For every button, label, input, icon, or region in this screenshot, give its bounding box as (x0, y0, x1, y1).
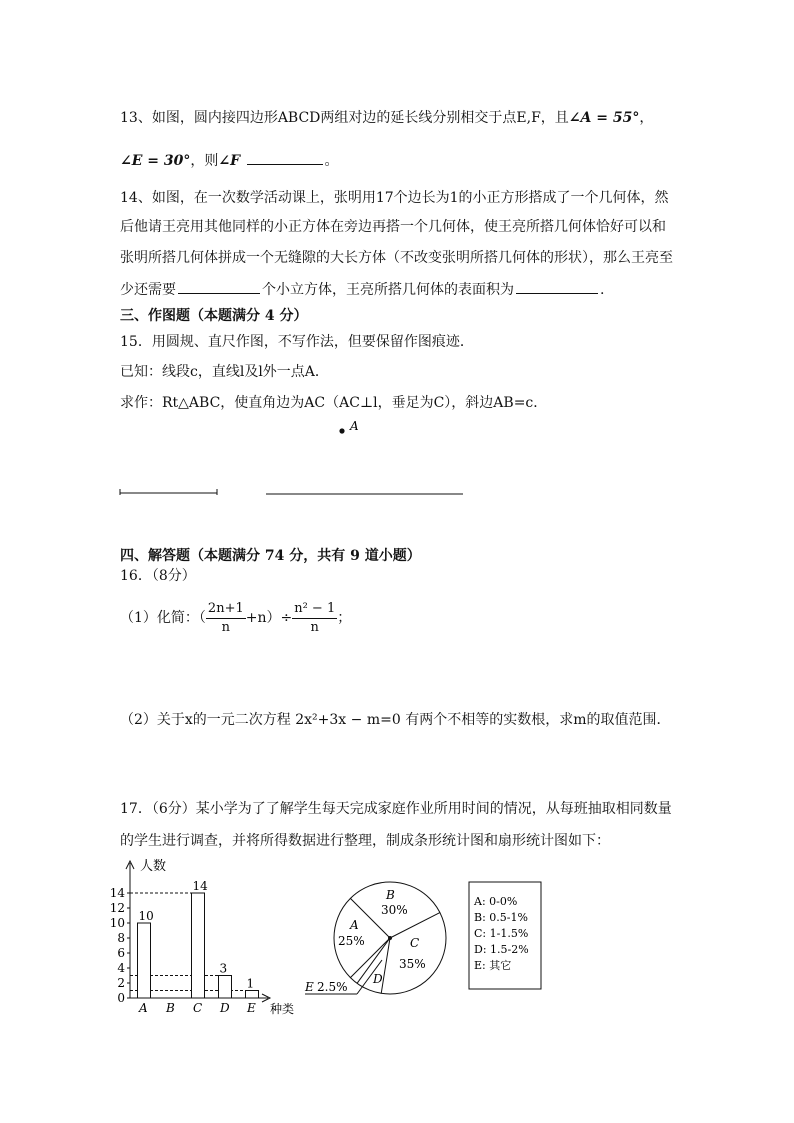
bar-marks (138, 879, 259, 1015)
q16-score: 16．（8分） (120, 568, 196, 584)
bar-y-label: 人数 (140, 859, 167, 874)
legend-item-d: D: 1.5-2% (474, 943, 529, 956)
q16-plus-n: +n）÷ (245, 610, 293, 626)
bar-a (138, 923, 151, 998)
bar-y-ticks (110, 886, 130, 1005)
pie-pct-e: 2.5% (317, 980, 348, 994)
q14-text-c: . (600, 282, 605, 298)
q13-angle-f: ∠F (218, 153, 241, 169)
q14-answer-blank-1[interactable] (178, 279, 260, 294)
bar-y-tick-label: 10 (110, 916, 125, 930)
q16-f2-den: n (310, 619, 319, 635)
q13-text: 13、如图，圆内接四边形ABCD两组对边的延长线分别相交于点E,F，且 (120, 110, 569, 126)
point-a-label: A (350, 419, 359, 433)
bar-y-tick-label: 12 (110, 901, 125, 915)
q14-answer-blank-2[interactable] (516, 279, 598, 294)
q16-part2: （2）关于x的一元二次方程 2x²+3x − m=0 有两个不相等的实数根，求m的取值范围． (120, 712, 671, 728)
q16-fraction-1 (206, 600, 246, 637)
q17-line2: 的学生进行调查，并将所得数据进行整理，制成条形统计图和扇形统计图如下： (120, 833, 610, 849)
bar-category-label-c: C (193, 1001, 203, 1015)
legend-item-a: A: 0-0% (474, 895, 518, 908)
q16-f2-num: n² − 1 (292, 600, 337, 619)
q16-part1-label: （1）化简： (120, 610, 199, 626)
q14-text-a: 少还需要 (120, 282, 176, 298)
q15-line2: 已知：线段c，直线l及l外一点A． (120, 364, 329, 380)
pie-pct-c: 35% (399, 957, 426, 971)
bar-category-label-a: A (139, 1001, 148, 1015)
q15-figure (110, 418, 490, 508)
q16-part1 (120, 598, 351, 638)
bar-y-tick-label: 4 (117, 961, 125, 975)
q16-f1-num: 2n+1 (206, 600, 246, 619)
bar-y-tick-label: 14 (110, 886, 125, 900)
bar-y-tick-label: 0 (117, 991, 125, 1005)
legend-item-e: E: 其它 (474, 959, 512, 972)
pie-label-d: D (373, 972, 383, 986)
q17-line1: 17．（6分）某小学为了了解学生每天完成家庭作业所用时间的情况，从每班抽取相同数量 (120, 801, 672, 817)
bar-category-label-e: E (247, 1001, 256, 1015)
pie-legend (466, 880, 546, 992)
q13-line2 (120, 150, 339, 171)
bar-category-label-b: B (166, 1001, 175, 1015)
bar-y-tick-label: 8 (117, 931, 125, 945)
q14-text-b: 个小立方体，王亮所搭几何体的表面积为 (262, 282, 514, 298)
pie-label-e: E (305, 980, 314, 994)
q13-end: 。 (324, 153, 339, 169)
q13-then: ，则 (190, 153, 219, 169)
bar-value-label-c: 14 (192, 879, 208, 893)
q14-line1: 14、如图，在一次数学活动课上，张明用17个边长为1的小正方形搭成了一个几何体，然 (120, 190, 669, 206)
section3-title: 三、作图题（本题满分 4 分） (120, 308, 308, 324)
q16-fraction-2 (292, 600, 337, 637)
pie-pct-b: 30% (381, 903, 408, 917)
q13-answer-blank[interactable] (247, 150, 323, 165)
bar-category-label-d: D (220, 1001, 230, 1015)
bar-y-tick-label: 2 (117, 976, 125, 990)
pie-pct-a: 25% (338, 934, 365, 948)
bar-value-label-a: 10 (138, 909, 154, 923)
bar-y-tick-label: 6 (117, 946, 125, 960)
bar-e (246, 991, 259, 999)
legend-item-b: B: 0.5-1% (474, 911, 528, 924)
q13-angle-a: ∠A = 55° (568, 110, 640, 126)
pie-label-b: B (386, 888, 395, 902)
q14-line2: 后他请王亮用其他同样的小正方体在旁边再搭一个几何体，使王亮所搭几何体恰好可以和 (120, 219, 666, 235)
point-a (339, 428, 344, 433)
q16-semicolon: ； (337, 610, 352, 626)
q15-line3: 求作：Rt△ABC，使直角边为AC（AC⊥l，垂足为C），斜边AB=c． (120, 395, 548, 411)
q13-comma: ， (639, 110, 654, 126)
pie-center (388, 936, 392, 940)
pie-label-a: A (350, 918, 359, 932)
q16-open-paren: （ (198, 610, 206, 626)
section4-title: 四、解答题（本题满分 74 分，共有 9 道小题） (120, 548, 421, 564)
bar-chart (110, 855, 310, 1020)
bar-d (219, 976, 232, 999)
bar-c (192, 893, 205, 998)
bar-x-label: 种类 (270, 1002, 295, 1016)
q13-line1 (120, 108, 653, 128)
q14-line4 (120, 279, 604, 300)
q15-line1: 15．用圆规、直尺作图，不写作法，但要保留作图痕迹． (120, 334, 474, 350)
q16-f1-den: n (221, 619, 231, 635)
bar-value-label-e: 1 (246, 976, 255, 991)
q13-angle-e: ∠E = 30° (120, 153, 191, 169)
pie-label-c: C (410, 936, 420, 950)
pie-chart (300, 870, 460, 1010)
bar-value-label-d: 3 (219, 961, 228, 976)
q14-line3: 张明所搭几何体拼成一个无缝隙的大长方体（不改变张明所搭几何体的形状），那么王亮至 (120, 250, 673, 266)
legend-item-c: C: 1-1.5% (474, 927, 529, 940)
